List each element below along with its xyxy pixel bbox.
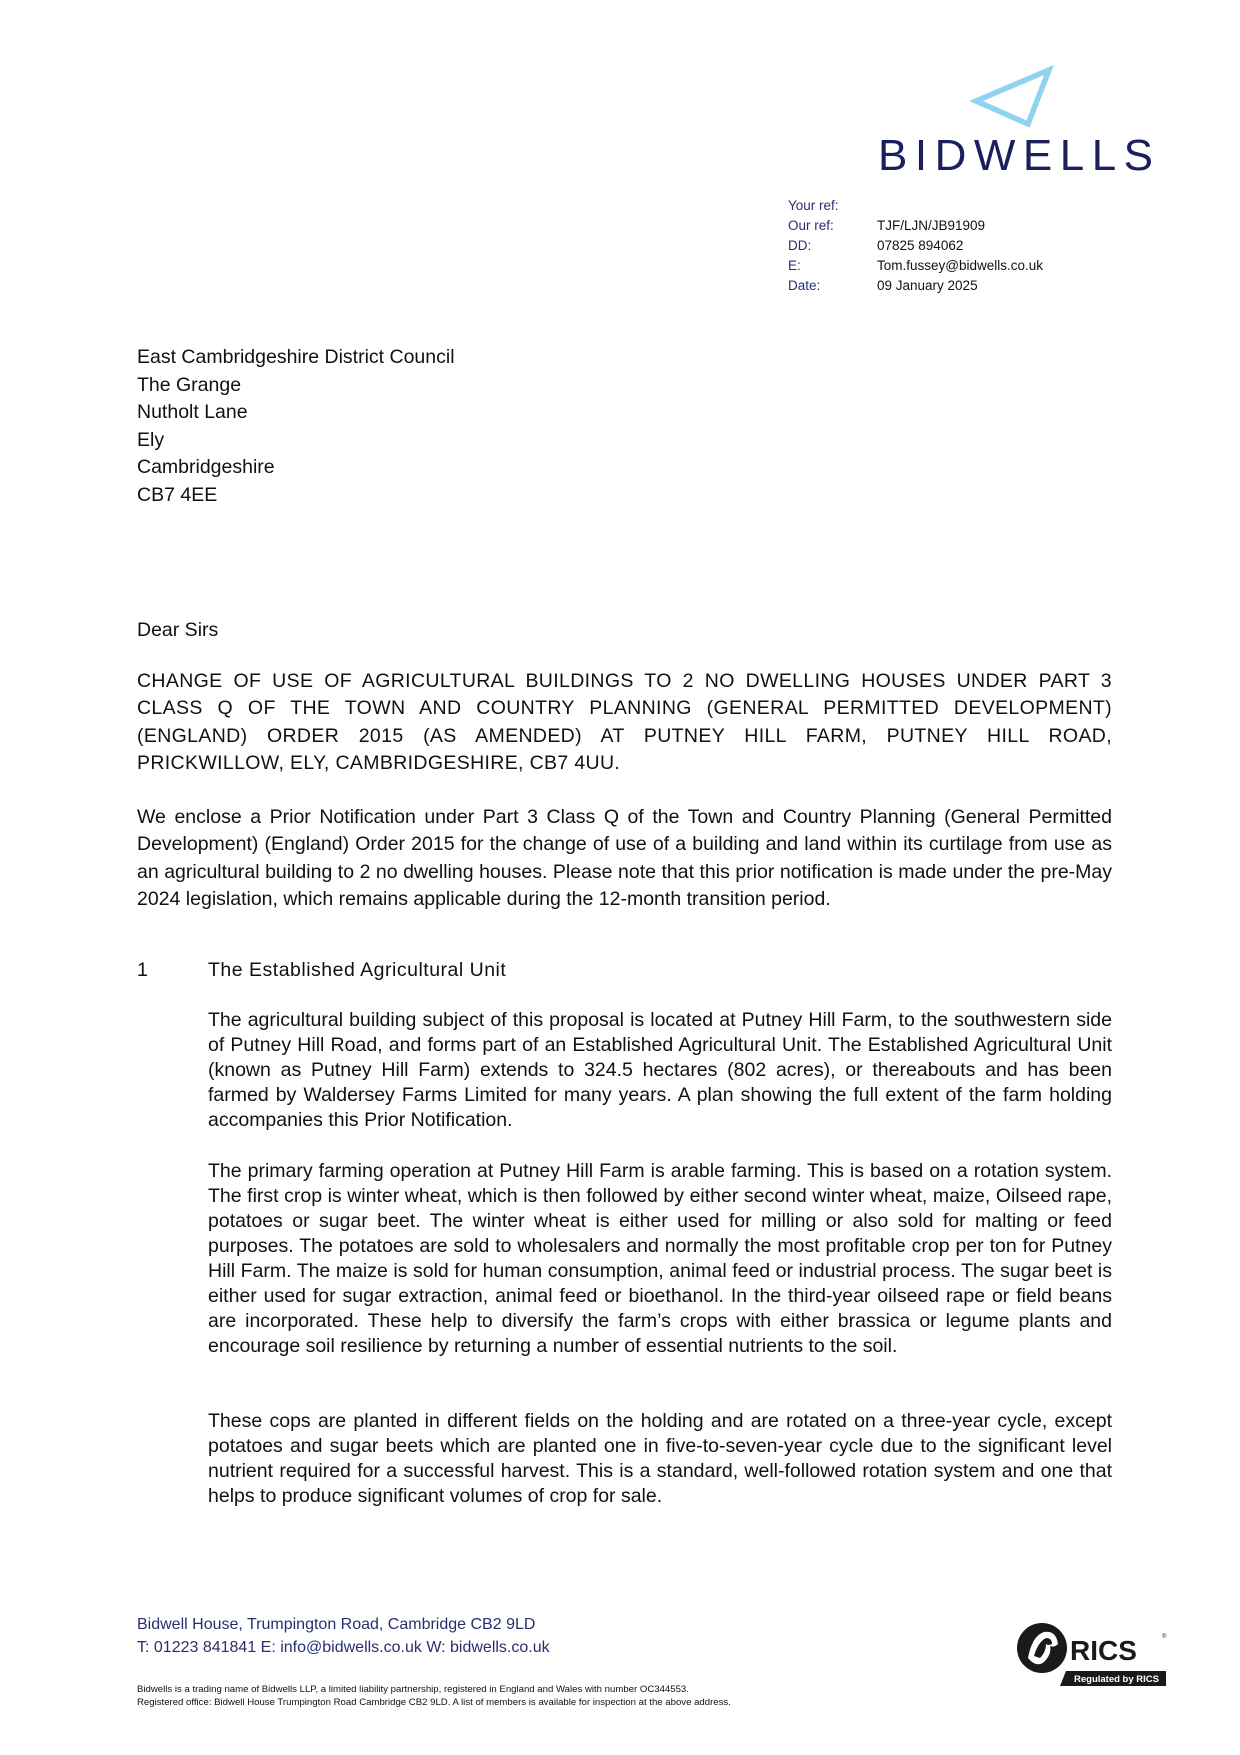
salutation: Dear Sirs — [137, 619, 219, 641]
legal-line: Bidwells is a trading name of Bidwells LLP, a limited liability partnership, registered in England and Wales with number OC344553. — [137, 1684, 689, 1695]
ref-value-email[interactable]: Tom.fussey@bidwells.co.uk — [877, 258, 1044, 273]
section-number: 1 — [137, 959, 148, 981]
recipient-address — [137, 344, 455, 509]
reference-block — [788, 196, 1043, 296]
ref-row-email — [788, 256, 1043, 276]
ref-label: DD: — [788, 238, 812, 253]
rics-wordmark: RICS — [1070, 1635, 1137, 1666]
footer-contact — [137, 1614, 550, 1659]
rics-badge-text: Regulated by RICS — [1074, 1674, 1159, 1685]
bidwells-triangle-icon — [968, 64, 1058, 130]
ref-value: TJF/LJN/JB91909 — [877, 218, 986, 233]
rics-lion-icon — [1014, 1618, 1174, 1690]
legal-line: Registered office: Bidwell House Trumpington Road Cambridge CB2 9LD. A list of members is available for inspection at the above address. — [137, 1696, 731, 1708]
section-paragraph: These cops are planted in different fields on the holding and are rotated on a three-year cycle, except potatoes and sugar beets which are planted one in five-to-seven-year cycle due to the significant level nutrient required for a successful harvest. This is a standard, well-followed rotation system and one that helps to produce significant volumes of crop for sale. — [208, 1410, 1112, 1507]
footer-legal — [137, 1684, 731, 1709]
footer-address: Bidwell House, Trumpington Road, Cambridge CB2 9LD — [137, 1616, 536, 1633]
address-line: The Grange — [137, 373, 242, 396]
bidwells-logo-text: BIDWELLS — [878, 131, 1161, 180]
ref-label: Date: — [788, 278, 821, 293]
ref-label: E: — [788, 258, 801, 273]
address-line: Nutholt Lane — [137, 401, 248, 423]
ref-row-dd — [788, 236, 1043, 256]
section-paragraph: The primary farming operation at Putney Hill Farm is arable farming. This is based on a rotation system. The first crop is winter wheat, which is then followed by either second winter wheat, maize, Oilseed rape, potatoes or sugar beet. The winter wheat is either used for milling or also sold for malting or feed purposes. The potatoes are sold to wholesalers and normally the most profitable crop per ton for Putney Hill Farm. The maize is sold for human consumption, animal feed or industrial process. The sugar beet is either used for sugar extraction, animal feed or bioethanol. In the third-year oilseed rape or field beans are incorporated. These help to diversify the farm’s crops with either brassica or legume plants and encourage soil resilience by returning a number of essential nutrients to the soil. — [208, 1160, 1112, 1357]
ref-label: Your ref: — [788, 198, 839, 213]
intro-paragraph: We enclose a Prior Notification under Part 3 Class Q of the Town and Country Planning (General Permitted Development) (England) Order 2015 for the change of use of a building and land within its curtilage from use as an agricultural building to 2 no dwelling houses. Please note that this prior notification is made under the pre-May 2024 legislation, which remains applicable during the 12-month transition period. — [137, 806, 1112, 910]
address-line: Cambridgeshire — [137, 456, 275, 478]
footer-contact-line: T: 01223 841841 E: info@bidwells.co.uk W: bidwells.co.uk — [137, 1638, 550, 1656]
ref-row-date — [788, 276, 1043, 296]
ref-label: Our ref: — [788, 218, 834, 233]
address-line: CB7 4EE — [137, 483, 218, 506]
ref-value: 09 January 2025 — [877, 278, 978, 293]
section-paragraph: The agricultural building subject of this proposal is located at Putney Hill Farm, to the southwestern side of Putney Hill Road, and forms part of an Established Agricultural Unit. The Established Agricultural Unit (known as Putney Hill Farm) extends to 324.5 hectares (802 acres), or thereabouts and has been farmed by Waldersey Farms Limited for many years. A plan showing the full extent of the farm holding accompanies this Prior Notification. — [208, 1009, 1112, 1131]
address-line: East Cambridgeshire District Council — [137, 346, 455, 368]
ref-row-your-ref — [788, 196, 1043, 216]
svg-text:®: ® — [1162, 1634, 1167, 1640]
rics-logo — [1014, 1618, 1174, 1690]
ref-value: 07825 894062 — [877, 238, 964, 253]
address-line: Ely — [137, 428, 165, 451]
section-title: The Established Agricultural Unit — [208, 959, 507, 981]
ref-row-our-ref — [788, 216, 1043, 236]
subject-heading: CHANGE OF USE OF AGRICULTURAL BUILDINGS TO 2 NO DWELLING HOUSES UNDER PART 3 CLASS Q OF THE TOWN AND COUNTRY PLANNING (GENERAL PERMITTED DEVELOPMENT) (ENGLAND) ORDER 2015 (AS AMENDED) AT PUTNEY HILL FARM, PUTNEY HILL ROAD, PRICKWILLOW, ELY, CAMBRIDGESHIRE, CB7 4UU. — [137, 670, 1112, 774]
